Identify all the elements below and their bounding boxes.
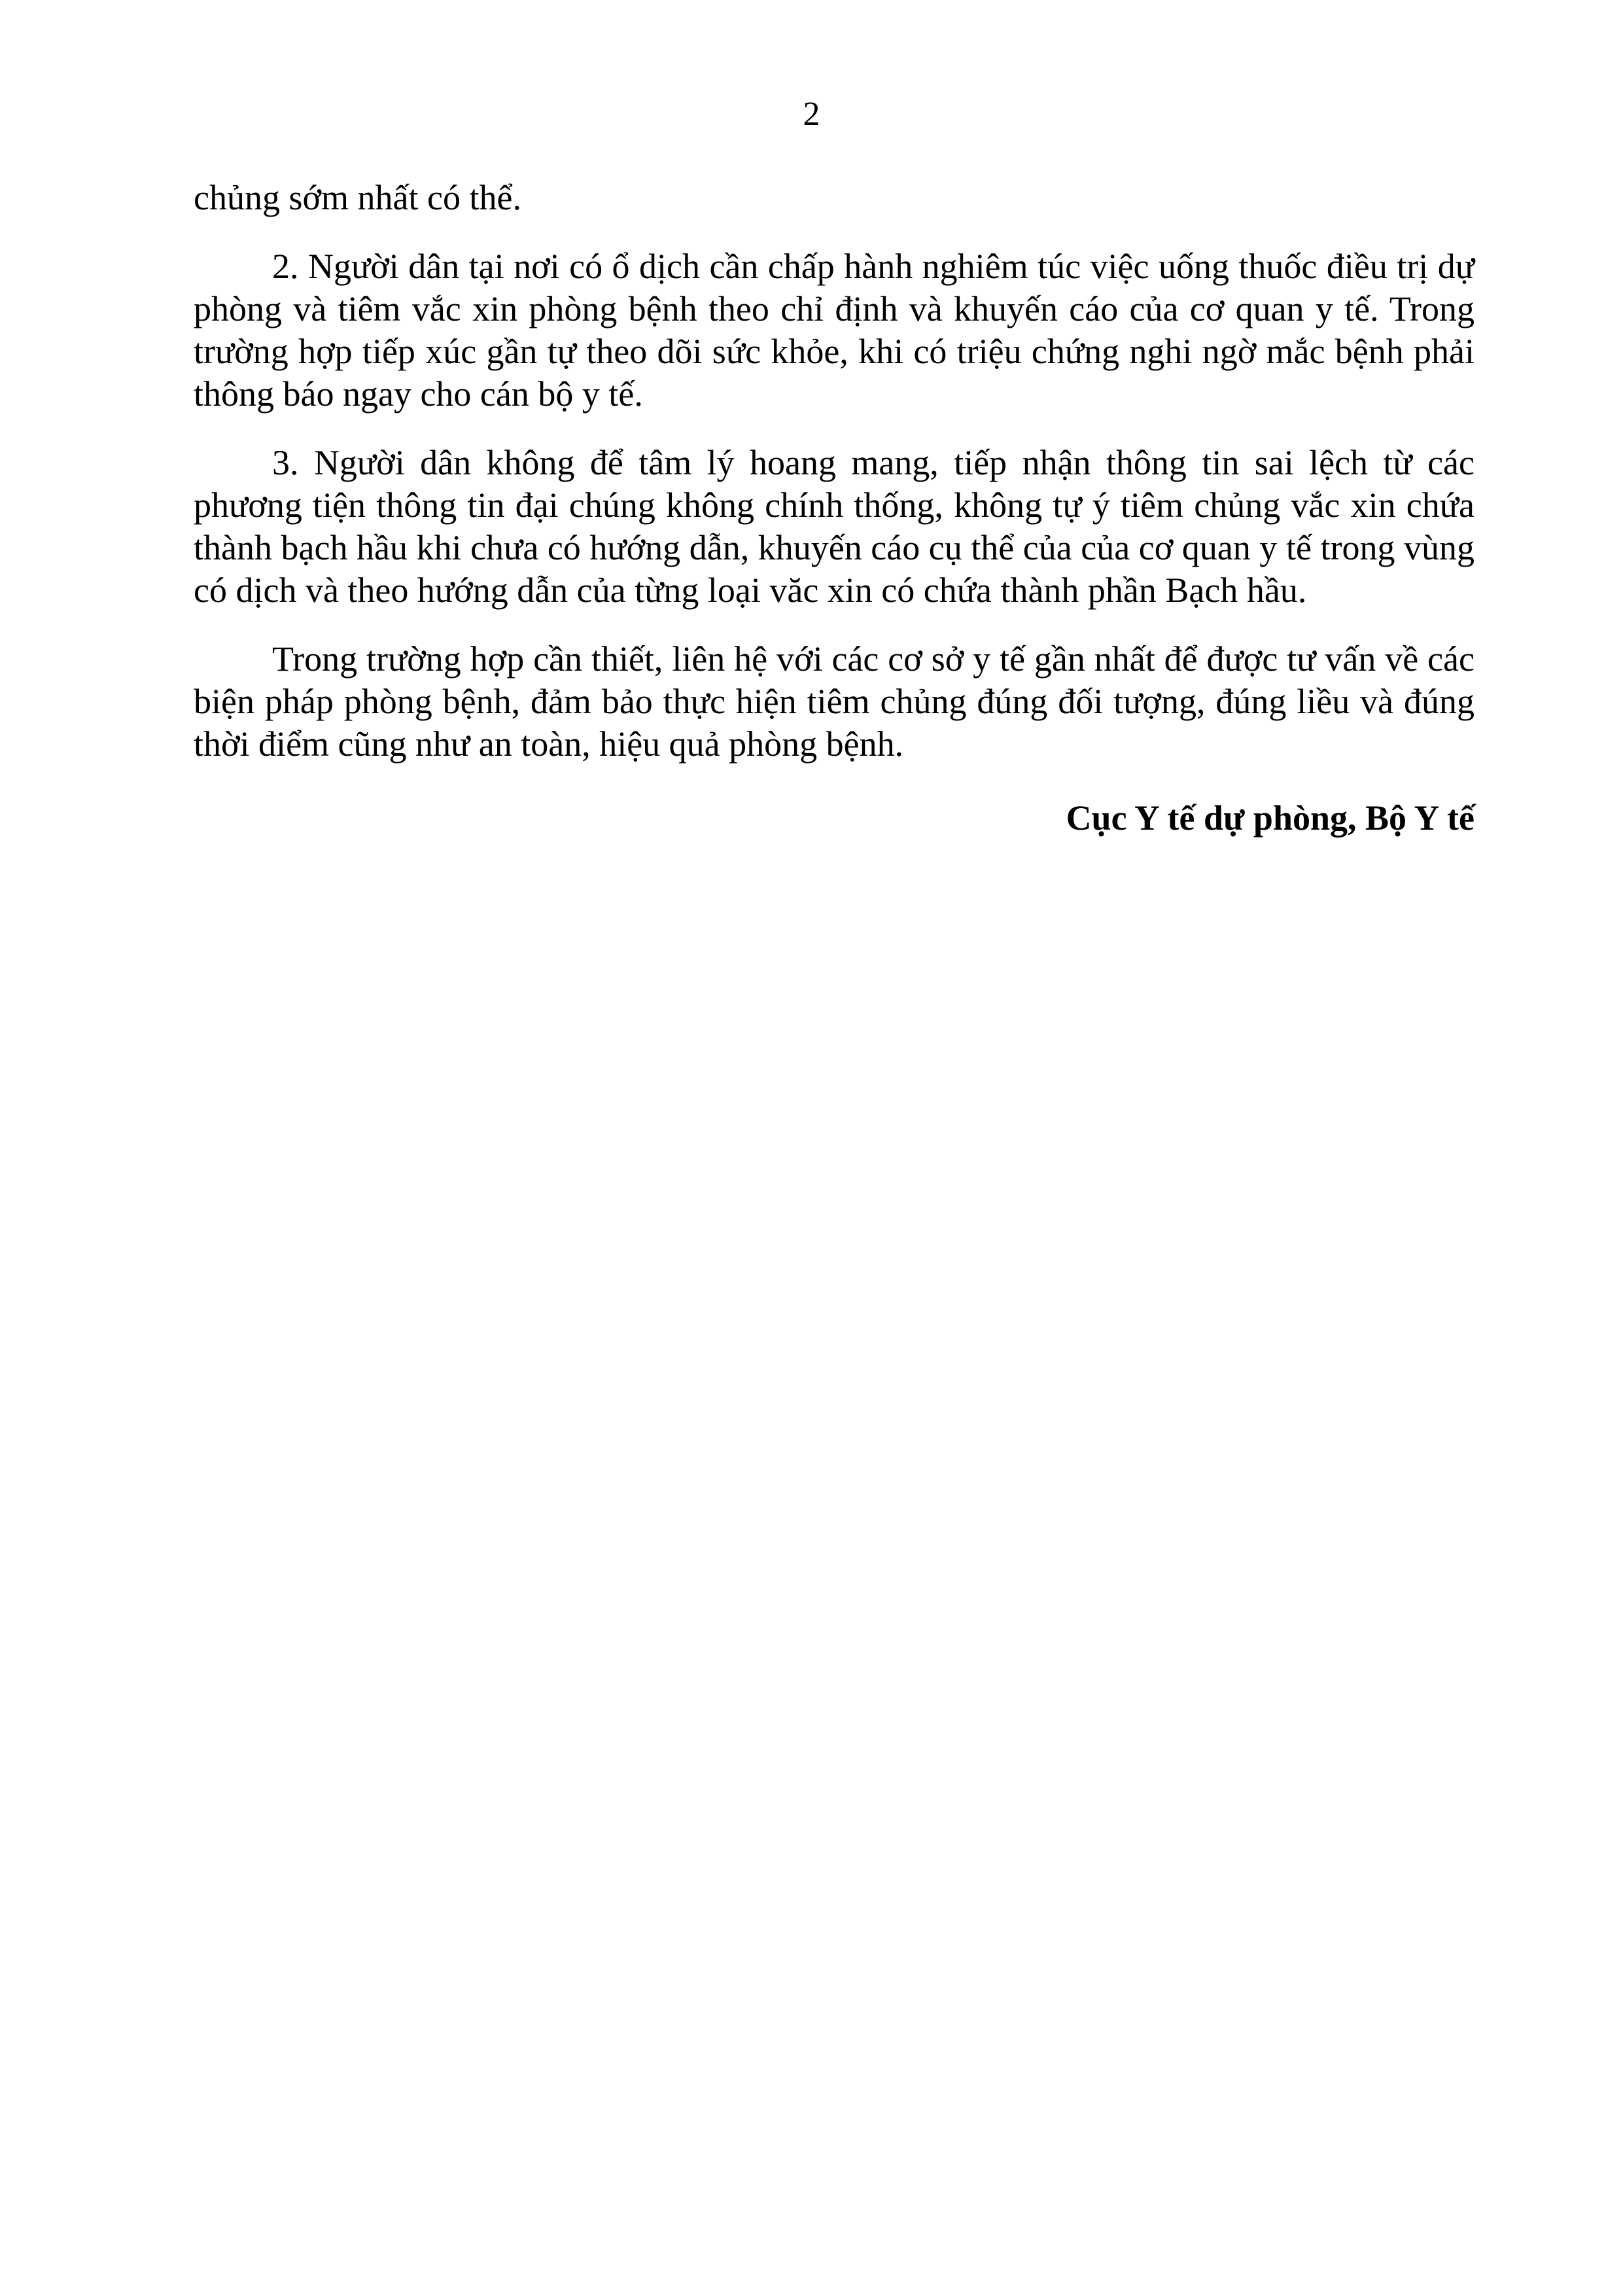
paragraph-contact-advice: Trong trường hợp cần thiết, liên hệ với các cơ sở y tế gần nhất để được tư vấn về các biện pháp phòng bệnh, đảm bảo thực hiện tiêm chủng đúng đối tượng, đúng liều và đúng thời điểm cũng như an toàn, hiệu quả phòng bệnh.	[194, 639, 1475, 764]
paragraph-item-3: 3. Người dân không để tâm lý hoang mang, tiếp nhận thông tin sai lệch từ các phương tiện thông tin đại chúng không chính thống, không tự ý tiêm chủng vắc xin chứa thành bạch hầu khi chưa có hướng dẫn, khuyến cáo cụ thể của của cơ quan y tế trong vùng có dịch và theo hướng dẫn của từng loại văc xin có chứa thành phần Bạch hầu.	[194, 443, 1475, 610]
document-body	[194, 177, 1475, 839]
paragraph-continuation: chủng sớm nhất có thể.	[194, 178, 521, 217]
signature-line: Cục Y tế dự phòng, Bộ Y tế	[1066, 798, 1475, 838]
page-number: 2	[803, 96, 820, 133]
paragraph-item-2: 2. Người dân tại nơi có ổ dịch cần chấp hành nghiêm túc việc uống thuốc điều trị dự phòng và tiêm vắc xin phòng bệnh theo chỉ định và khuyến cáo của cơ quan y tế. Trong trường hợp tiếp xúc gần tự theo dõi sức khỏe, khi có triệu chứng nghi ngờ mắc bệnh phải thông báo ngay cho cán bộ y tế.	[194, 247, 1475, 414]
